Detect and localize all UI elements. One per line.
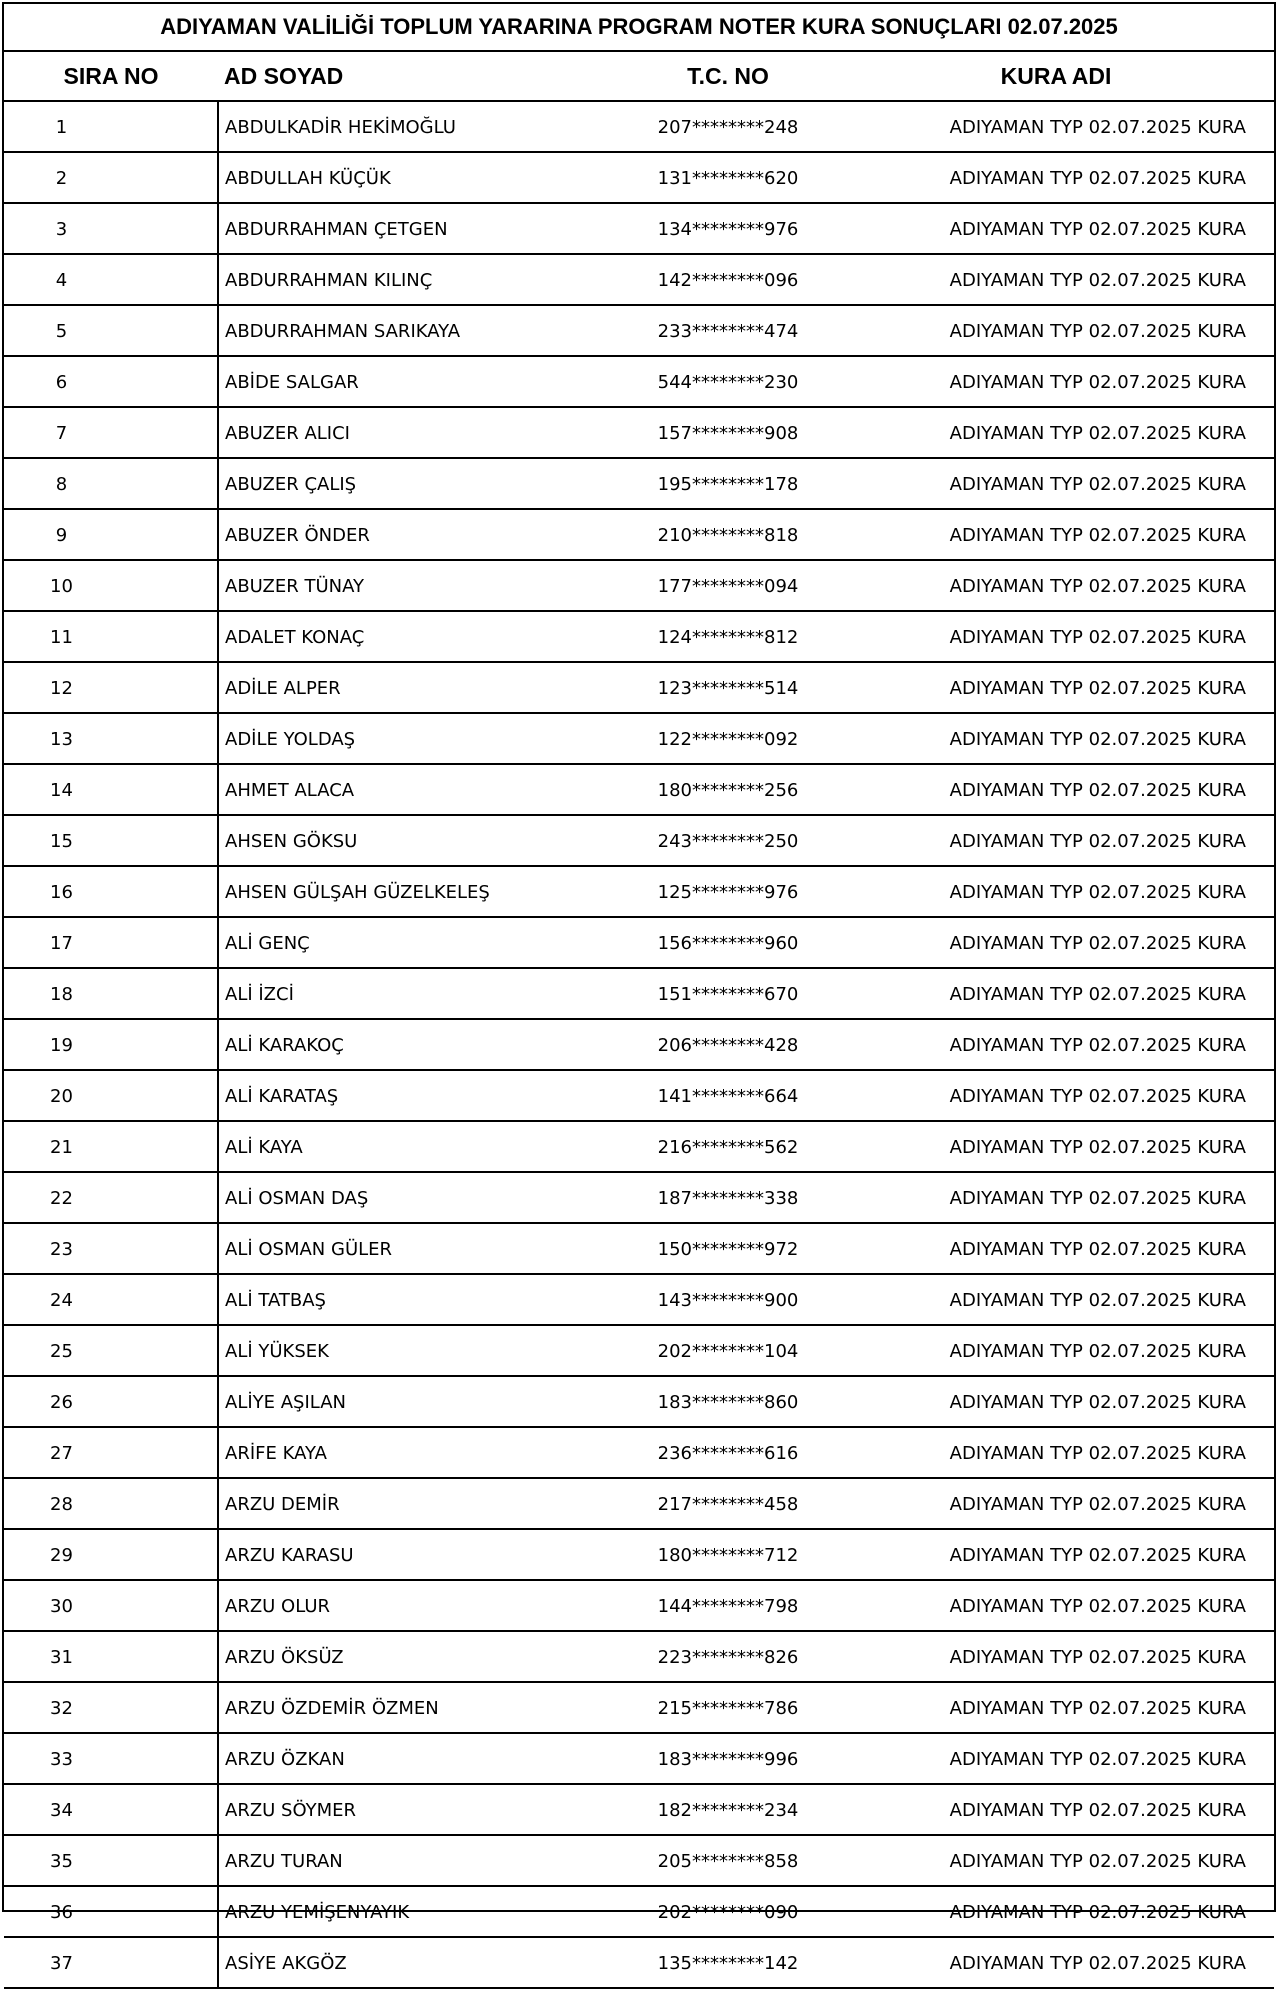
cell-kura-adi: ADIYAMAN TYP 02.07.2025 KURA [838,1121,1274,1172]
cell-sira-no: 27 [4,1427,218,1478]
cell-kura-adi: ADIYAMAN TYP 02.07.2025 KURA [838,917,1274,968]
cell-kura-adi: ADIYAMAN TYP 02.07.2025 KURA [838,662,1274,713]
cell-kura-adi: ADIYAMAN TYP 02.07.2025 KURA [838,101,1274,152]
cell-kura-adi: ADIYAMAN TYP 02.07.2025 KURA [838,1325,1274,1376]
cell-kura-adi: ADIYAMAN TYP 02.07.2025 KURA [838,1478,1274,1529]
table-row [4,305,1274,356]
cell-tc-no: 544********230 [618,356,838,407]
cell-ad-soyad: ARZU KARASU [218,1529,618,1580]
table-row [4,509,1274,560]
cell-tc-no: 206********428 [618,1019,838,1070]
cell-ad-soyad: ABİDE SALGAR [218,356,618,407]
cell-ad-soyad: ABUZER ALICI [218,407,618,458]
cell-tc-no: 243********250 [618,815,838,866]
table-row [4,1784,1274,1835]
cell-kura-adi: ADIYAMAN TYP 02.07.2025 KURA [838,254,1274,305]
cell-sira-no: 23 [4,1223,218,1274]
cell-ad-soyad: ABDULLAH KÜÇÜK [218,152,618,203]
table-row [4,713,1274,764]
cell-kura-adi: ADIYAMAN TYP 02.07.2025 KURA [838,560,1274,611]
cell-sira-no: 34 [4,1784,218,1835]
cell-tc-no: 187********338 [618,1172,838,1223]
cell-tc-no: 215********786 [618,1682,838,1733]
cell-kura-adi: ADIYAMAN TYP 02.07.2025 KURA [838,611,1274,662]
cell-sira-no: 26 [4,1376,218,1427]
table-row [4,152,1274,203]
cell-ad-soyad: ASİYE AKGÖZ [218,1937,618,1988]
table-row [4,1478,1274,1529]
cell-kura-adi: ADIYAMAN TYP 02.07.2025 KURA [838,1886,1274,1937]
cell-tc-no: 207********248 [618,101,838,152]
cell-tc-no: 141********664 [618,1070,838,1121]
table-row [4,1376,1274,1427]
cell-kura-adi: ADIYAMAN TYP 02.07.2025 KURA [838,1784,1274,1835]
cell-kura-adi: ADIYAMAN TYP 02.07.2025 KURA [838,713,1274,764]
cell-tc-no: 125********976 [618,866,838,917]
header-kura-adi: KURA ADI [838,52,1274,101]
table-row [4,1274,1274,1325]
table-row [4,815,1274,866]
cell-sira-no: 25 [4,1325,218,1376]
cell-ad-soyad: ARİFE KAYA [218,1427,618,1478]
cell-ad-soyad: ADİLE ALPER [218,662,618,713]
cell-ad-soyad: AHSEN GÜLŞAH GÜZELKELEŞ [218,866,618,917]
cell-kura-adi: ADIYAMAN TYP 02.07.2025 KURA [838,1682,1274,1733]
cell-ad-soyad: ABUZER ÇALIŞ [218,458,618,509]
cell-sira-no: 12 [4,662,218,713]
table-row [4,1682,1274,1733]
cell-kura-adi: ADIYAMAN TYP 02.07.2025 KURA [838,509,1274,560]
table-row [4,662,1274,713]
table-header-row [4,52,1274,101]
cell-ad-soyad: ALİ GENÇ [218,917,618,968]
table-row [4,764,1274,815]
cell-tc-no: 210********818 [618,509,838,560]
cell-sira-no: 11 [4,611,218,662]
cell-sira-no: 18 [4,968,218,1019]
cell-tc-no: 180********712 [618,1529,838,1580]
cell-ad-soyad: ABDULKADİR HEKİMOĞLU [218,101,618,152]
cell-kura-adi: ADIYAMAN TYP 02.07.2025 KURA [838,1427,1274,1478]
cell-tc-no: 180********256 [618,764,838,815]
table-row [4,101,1274,152]
cell-sira-no: 30 [4,1580,218,1631]
cell-sira-no: 22 [4,1172,218,1223]
cell-ad-soyad: ALİ OSMAN GÜLER [218,1223,618,1274]
cell-sira-no: 15 [4,815,218,866]
cell-tc-no: 195********178 [618,458,838,509]
cell-sira-no: 2 [4,152,218,203]
cell-sira-no: 8 [4,458,218,509]
table-row [4,254,1274,305]
cell-kura-adi: ADIYAMAN TYP 02.07.2025 KURA [838,1070,1274,1121]
cell-ad-soyad: AHMET ALACA [218,764,618,815]
cell-tc-no: 157********908 [618,407,838,458]
cell-kura-adi: ADIYAMAN TYP 02.07.2025 KURA [838,356,1274,407]
cell-sira-no: 24 [4,1274,218,1325]
cell-kura-adi: ADIYAMAN TYP 02.07.2025 KURA [838,968,1274,1019]
header-sira-no: SIRA NO [4,52,218,101]
cell-tc-no: 150********972 [618,1223,838,1274]
cell-ad-soyad: ADİLE YOLDAŞ [218,713,618,764]
cell-ad-soyad: ABUZER TÜNAY [218,560,618,611]
table-row [4,917,1274,968]
cell-sira-no: 16 [4,866,218,917]
cell-ad-soyad: ALİ YÜKSEK [218,1325,618,1376]
cell-sira-no: 19 [4,1019,218,1070]
document-sheet [2,2,1276,1974]
cell-sira-no: 28 [4,1478,218,1529]
cell-kura-adi: ADIYAMAN TYP 02.07.2025 KURA [838,203,1274,254]
cell-sira-no: 29 [4,1529,218,1580]
table-body [4,101,1274,1988]
cell-tc-no: 202********090 [618,1886,838,1937]
header-ad-soyad: AD SOYAD [218,52,618,101]
table-row [4,1070,1274,1121]
cell-ad-soyad: ALİ TATBAŞ [218,1274,618,1325]
table-row [4,1835,1274,1886]
cell-tc-no: 233********474 [618,305,838,356]
cell-sira-no: 14 [4,764,218,815]
cell-sira-no: 6 [4,356,218,407]
cell-ad-soyad: ARZU YEMİŞENYAYIK [218,1886,618,1937]
cell-kura-adi: ADIYAMAN TYP 02.07.2025 KURA [838,1937,1274,1988]
cell-tc-no: 216********562 [618,1121,838,1172]
cell-sira-no: 33 [4,1733,218,1784]
cell-sira-no: 36 [4,1886,218,1937]
table-row [4,1172,1274,1223]
cell-ad-soyad: ABDURRAHMAN KILINÇ [218,254,618,305]
cell-ad-soyad: ALİ KAYA [218,1121,618,1172]
cell-sira-no: 5 [4,305,218,356]
cell-sira-no: 21 [4,1121,218,1172]
table-row [4,1121,1274,1172]
cell-sira-no: 13 [4,713,218,764]
table-row [4,1427,1274,1478]
cell-sira-no: 9 [4,509,218,560]
cell-kura-adi: ADIYAMAN TYP 02.07.2025 KURA [838,305,1274,356]
cell-ad-soyad: ALİYE AŞILAN [218,1376,618,1427]
cell-kura-adi: ADIYAMAN TYP 02.07.2025 KURA [838,866,1274,917]
table-row [4,1019,1274,1070]
results-table [4,52,1274,1989]
cell-sira-no: 1 [4,101,218,152]
cell-tc-no: 123********514 [618,662,838,713]
cell-kura-adi: ADIYAMAN TYP 02.07.2025 KURA [838,1274,1274,1325]
cell-sira-no: 17 [4,917,218,968]
table-row [4,1937,1274,1988]
cell-tc-no: 202********104 [618,1325,838,1376]
table-row [4,1631,1274,1682]
table-row [4,1733,1274,1784]
cell-sira-no: 7 [4,407,218,458]
cell-sira-no: 31 [4,1631,218,1682]
cell-tc-no: 131********620 [618,152,838,203]
table-row [4,1325,1274,1376]
cell-ad-soyad: ABUZER ÖNDER [218,509,618,560]
table-row [4,1529,1274,1580]
cell-tc-no: 142********096 [618,254,838,305]
cell-ad-soyad: ARZU SÖYMER [218,1784,618,1835]
cell-kura-adi: ADIYAMAN TYP 02.07.2025 KURA [838,1376,1274,1427]
cell-tc-no: 205********858 [618,1835,838,1886]
table-row [4,611,1274,662]
cell-kura-adi: ADIYAMAN TYP 02.07.2025 KURA [838,1631,1274,1682]
table-row [4,203,1274,254]
cell-tc-no: 151********670 [618,968,838,1019]
cell-kura-adi: ADIYAMAN TYP 02.07.2025 KURA [838,1733,1274,1784]
cell-tc-no: 124********812 [618,611,838,662]
cell-tc-no: 183********860 [618,1376,838,1427]
cell-ad-soyad: ALİ KARATAŞ [218,1070,618,1121]
cell-ad-soyad: ABDURRAHMAN ÇETGEN [218,203,618,254]
table-row [4,458,1274,509]
cell-kura-adi: ADIYAMAN TYP 02.07.2025 KURA [838,1529,1274,1580]
cell-tc-no: 217********458 [618,1478,838,1529]
cell-tc-no: 134********976 [618,203,838,254]
cell-ad-soyad: ADALET KONAÇ [218,611,618,662]
cell-sira-no: 37 [4,1937,218,1988]
cell-ad-soyad: ARZU ÖKSÜZ [218,1631,618,1682]
cell-kura-adi: ADIYAMAN TYP 02.07.2025 KURA [838,1223,1274,1274]
cell-kura-adi: ADIYAMAN TYP 02.07.2025 KURA [838,815,1274,866]
cell-ad-soyad: ARZU OLUR [218,1580,618,1631]
table-row [4,866,1274,917]
cell-sira-no: 35 [4,1835,218,1886]
cell-kura-adi: ADIYAMAN TYP 02.07.2025 KURA [838,1019,1274,1070]
cell-sira-no: 32 [4,1682,218,1733]
cell-kura-adi: ADIYAMAN TYP 02.07.2025 KURA [838,152,1274,203]
table-row [4,560,1274,611]
table-row [4,1580,1274,1631]
table-row [4,1223,1274,1274]
cell-sira-no: 3 [4,203,218,254]
cell-tc-no: 182********234 [618,1784,838,1835]
cell-tc-no: 135********142 [618,1937,838,1988]
cell-kura-adi: ADIYAMAN TYP 02.07.2025 KURA [838,407,1274,458]
table-row [4,968,1274,1019]
table-row [4,407,1274,458]
cell-sira-no: 20 [4,1070,218,1121]
cell-tc-no: 143********900 [618,1274,838,1325]
cell-ad-soyad: ARZU DEMİR [218,1478,618,1529]
cell-ad-soyad: ARZU ÖZDEMİR ÖZMEN [218,1682,618,1733]
cell-sira-no: 4 [4,254,218,305]
cell-kura-adi: ADIYAMAN TYP 02.07.2025 KURA [838,458,1274,509]
cell-ad-soyad: ALİ KARAKOÇ [218,1019,618,1070]
cell-ad-soyad: ARZU TURAN [218,1835,618,1886]
cell-ad-soyad: ALİ İZCİ [218,968,618,1019]
table-row [4,356,1274,407]
cell-tc-no: 177********094 [618,560,838,611]
cell-tc-no: 122********092 [618,713,838,764]
table-row [4,1886,1274,1937]
cell-ad-soyad: AHSEN GÖKSU [218,815,618,866]
document-title: ADIYAMAN VALİLİĞİ TOPLUM YARARINA PROGRAM NOTER KURA SONUÇLARI 02.07.2025 [4,4,1274,52]
cell-tc-no: 144********798 [618,1580,838,1631]
cell-kura-adi: ADIYAMAN TYP 02.07.2025 KURA [838,1172,1274,1223]
cell-ad-soyad: ALİ OSMAN DAŞ [218,1172,618,1223]
cell-ad-soyad: ARZU ÖZKAN [218,1733,618,1784]
cell-ad-soyad: ABDURRAHMAN SARIKAYA [218,305,618,356]
cell-tc-no: 223********826 [618,1631,838,1682]
cell-tc-no: 236********616 [618,1427,838,1478]
cell-kura-adi: ADIYAMAN TYP 02.07.2025 KURA [838,764,1274,815]
cell-sira-no: 10 [4,560,218,611]
cell-tc-no: 156********960 [618,917,838,968]
header-tc-no: T.C. NO [618,52,838,101]
cell-tc-no: 183********996 [618,1733,838,1784]
cell-kura-adi: ADIYAMAN TYP 02.07.2025 KURA [838,1835,1274,1886]
cell-kura-adi: ADIYAMAN TYP 02.07.2025 KURA [838,1580,1274,1631]
